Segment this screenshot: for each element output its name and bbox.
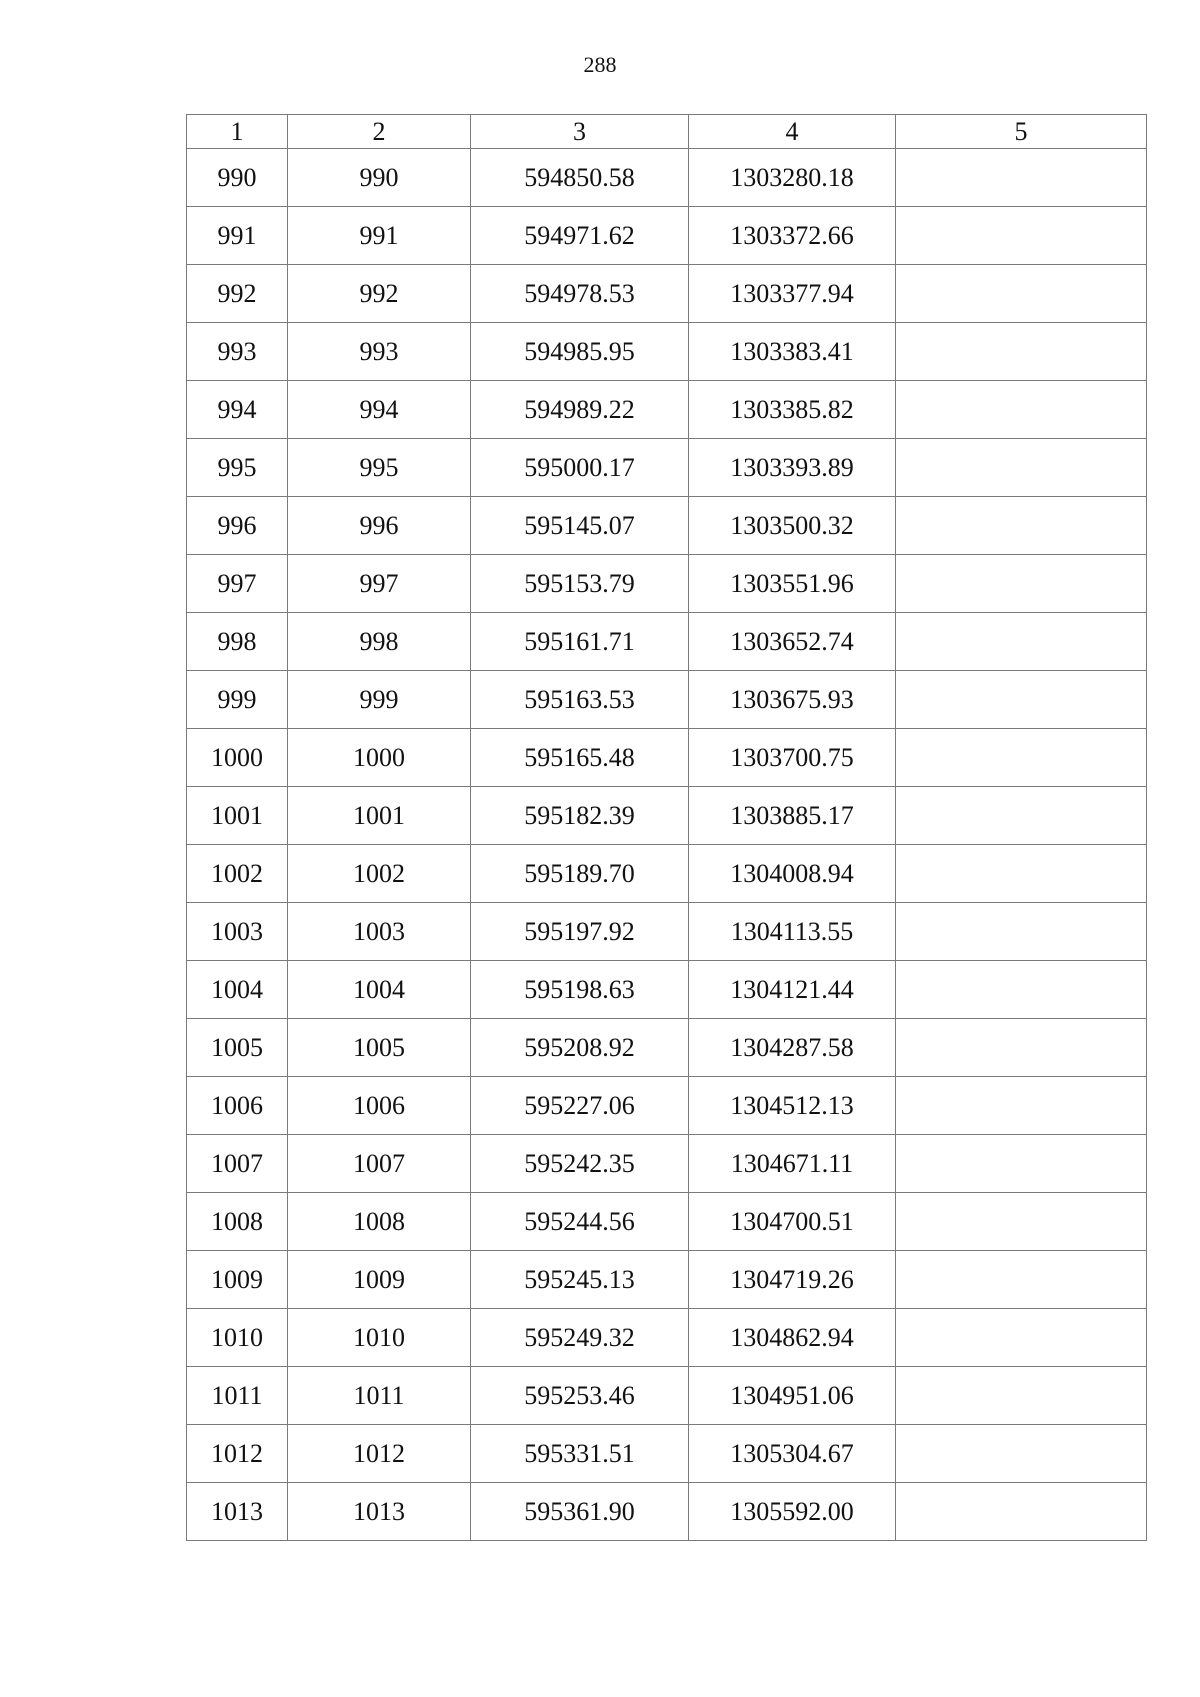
table-cell: 993 <box>288 323 471 381</box>
table-row <box>187 845 1147 903</box>
table-cell <box>896 1193 1147 1251</box>
table-cell: 1009 <box>288 1251 471 1309</box>
table-cell: 595245.13 <box>471 1251 689 1309</box>
table-cell: 994 <box>187 381 288 439</box>
table-cell: 990 <box>288 149 471 207</box>
table-cell: 1304671.11 <box>689 1135 896 1193</box>
table-cell: 1010 <box>288 1309 471 1367</box>
table-row <box>187 1135 1147 1193</box>
table-cell <box>896 1251 1147 1309</box>
table-row <box>187 1483 1147 1541</box>
table-cell: 990 <box>187 149 288 207</box>
table-row <box>187 613 1147 671</box>
table-cell: 1303652.74 <box>689 613 896 671</box>
table-cell: 998 <box>187 613 288 671</box>
table-cell <box>896 381 1147 439</box>
table-header-row <box>187 115 1147 149</box>
table-cell: 1303280.18 <box>689 149 896 207</box>
table-cell: 594850.58 <box>471 149 689 207</box>
table-cell <box>896 671 1147 729</box>
table-row <box>187 1019 1147 1077</box>
table-cell: 595227.06 <box>471 1077 689 1135</box>
table-cell <box>896 1425 1147 1483</box>
table-cell: 595198.63 <box>471 961 689 1019</box>
table-cell: 595163.53 <box>471 671 689 729</box>
table-cell: 1005 <box>288 1019 471 1077</box>
table-body <box>187 149 1147 1541</box>
table-cell <box>896 1483 1147 1541</box>
table-cell: 997 <box>288 555 471 613</box>
table-row <box>187 1193 1147 1251</box>
table-cell: 595165.48 <box>471 729 689 787</box>
table-cell: 595189.70 <box>471 845 689 903</box>
table-cell: 1003 <box>187 903 288 961</box>
table-cell <box>896 149 1147 207</box>
table-cell: 1006 <box>288 1077 471 1135</box>
table-cell: 991 <box>187 207 288 265</box>
table-cell: 1304719.26 <box>689 1251 896 1309</box>
table-cell: 594985.95 <box>471 323 689 381</box>
table-cell: 1012 <box>288 1425 471 1483</box>
table-cell: 1013 <box>187 1483 288 1541</box>
table-cell <box>896 787 1147 845</box>
table-row <box>187 439 1147 497</box>
table-cell: 595208.92 <box>471 1019 689 1077</box>
table-cell <box>896 903 1147 961</box>
table-cell: 595197.92 <box>471 903 689 961</box>
table-cell <box>896 207 1147 265</box>
table-cell: 1002 <box>288 845 471 903</box>
table-cell <box>896 265 1147 323</box>
table-cell: 1303551.96 <box>689 555 896 613</box>
table-cell: 1008 <box>288 1193 471 1251</box>
table-row <box>187 381 1147 439</box>
table-cell: 997 <box>187 555 288 613</box>
table-row <box>187 671 1147 729</box>
table-cell: 1304512.13 <box>689 1077 896 1135</box>
table-cell: 1003 <box>288 903 471 961</box>
table-cell: 993 <box>187 323 288 381</box>
table-cell: 1011 <box>187 1367 288 1425</box>
column-header: 5 <box>896 115 1147 149</box>
table-cell: 1304951.06 <box>689 1367 896 1425</box>
table-cell <box>896 729 1147 787</box>
table-cell: 1002 <box>187 845 288 903</box>
table-row <box>187 1425 1147 1483</box>
table-cell: 595000.17 <box>471 439 689 497</box>
table-row <box>187 497 1147 555</box>
table-cell: 992 <box>288 265 471 323</box>
table-cell <box>896 555 1147 613</box>
table-cell: 994 <box>288 381 471 439</box>
table-cell <box>896 1135 1147 1193</box>
table-cell: 1004 <box>288 961 471 1019</box>
table-cell: 595145.07 <box>471 497 689 555</box>
table-cell: 1009 <box>187 1251 288 1309</box>
table-cell: 992 <box>187 265 288 323</box>
table-cell <box>896 497 1147 555</box>
table-cell: 595161.71 <box>471 613 689 671</box>
table-cell: 1304113.55 <box>689 903 896 961</box>
table-cell: 1006 <box>187 1077 288 1135</box>
table-row <box>187 1367 1147 1425</box>
table-cell: 1303377.94 <box>689 265 896 323</box>
table-cell: 1304862.94 <box>689 1309 896 1367</box>
table-row <box>187 555 1147 613</box>
table-cell: 1000 <box>288 729 471 787</box>
table-cell <box>896 845 1147 903</box>
table-cell: 995 <box>288 439 471 497</box>
table-cell: 1303393.89 <box>689 439 896 497</box>
table-cell: 1305592.00 <box>689 1483 896 1541</box>
table-cell <box>896 439 1147 497</box>
table-cell: 1304287.58 <box>689 1019 896 1077</box>
column-header: 4 <box>689 115 896 149</box>
table-cell: 1007 <box>288 1135 471 1193</box>
table-cell: 1304121.44 <box>689 961 896 1019</box>
table-cell <box>896 1077 1147 1135</box>
table-row <box>187 903 1147 961</box>
table-cell: 595249.32 <box>471 1309 689 1367</box>
table-cell: 595182.39 <box>471 787 689 845</box>
page-number: 288 <box>583 52 617 77</box>
table-cell: 1303885.17 <box>689 787 896 845</box>
coordinates-table <box>186 114 1147 1541</box>
table-cell: 995 <box>187 439 288 497</box>
table-cell: 991 <box>288 207 471 265</box>
table-cell <box>896 961 1147 1019</box>
table-cell: 999 <box>187 671 288 729</box>
table-row <box>187 961 1147 1019</box>
table-row <box>187 1251 1147 1309</box>
table-cell: 1005 <box>187 1019 288 1077</box>
table-cell: 595242.35 <box>471 1135 689 1193</box>
table-cell: 595153.79 <box>471 555 689 613</box>
table-cell <box>896 613 1147 671</box>
table-cell: 1303500.32 <box>689 497 896 555</box>
table-cell <box>896 323 1147 381</box>
table-cell: 1007 <box>187 1135 288 1193</box>
table-cell: 996 <box>288 497 471 555</box>
table-cell: 1013 <box>288 1483 471 1541</box>
table-cell: 1000 <box>187 729 288 787</box>
table-cell: 1303700.75 <box>689 729 896 787</box>
table-cell: 1303385.82 <box>689 381 896 439</box>
column-header: 3 <box>471 115 689 149</box>
table-cell: 1001 <box>187 787 288 845</box>
table-cell: 998 <box>288 613 471 671</box>
table-cell: 595331.51 <box>471 1425 689 1483</box>
table-row <box>187 149 1147 207</box>
table-cell: 595361.90 <box>471 1483 689 1541</box>
table-cell: 1001 <box>288 787 471 845</box>
table-cell: 996 <box>187 497 288 555</box>
table-cell: 1303675.93 <box>689 671 896 729</box>
table-cell: 1303383.41 <box>689 323 896 381</box>
table-row <box>187 207 1147 265</box>
table-cell: 595253.46 <box>471 1367 689 1425</box>
table-cell: 595244.56 <box>471 1193 689 1251</box>
column-header: 1 <box>187 115 288 149</box>
table-cell: 1012 <box>187 1425 288 1483</box>
table-cell: 1008 <box>187 1193 288 1251</box>
column-header: 2 <box>288 115 471 149</box>
table-row <box>187 1309 1147 1367</box>
table-cell: 1305304.67 <box>689 1425 896 1483</box>
table-cell: 594978.53 <box>471 265 689 323</box>
table-cell: 594971.62 <box>471 207 689 265</box>
table-cell: 1011 <box>288 1367 471 1425</box>
table-row <box>187 323 1147 381</box>
table-cell: 1304008.94 <box>689 845 896 903</box>
table-cell <box>896 1309 1147 1367</box>
table-cell: 594989.22 <box>471 381 689 439</box>
table-row <box>187 1077 1147 1135</box>
table-row <box>187 729 1147 787</box>
table-cell: 999 <box>288 671 471 729</box>
table-row <box>187 787 1147 845</box>
table-cell <box>896 1019 1147 1077</box>
table-cell <box>896 1367 1147 1425</box>
table-cell: 1004 <box>187 961 288 1019</box>
table-cell: 1303372.66 <box>689 207 896 265</box>
table-row <box>187 265 1147 323</box>
table-cell: 1010 <box>187 1309 288 1367</box>
table-cell: 1304700.51 <box>689 1193 896 1251</box>
